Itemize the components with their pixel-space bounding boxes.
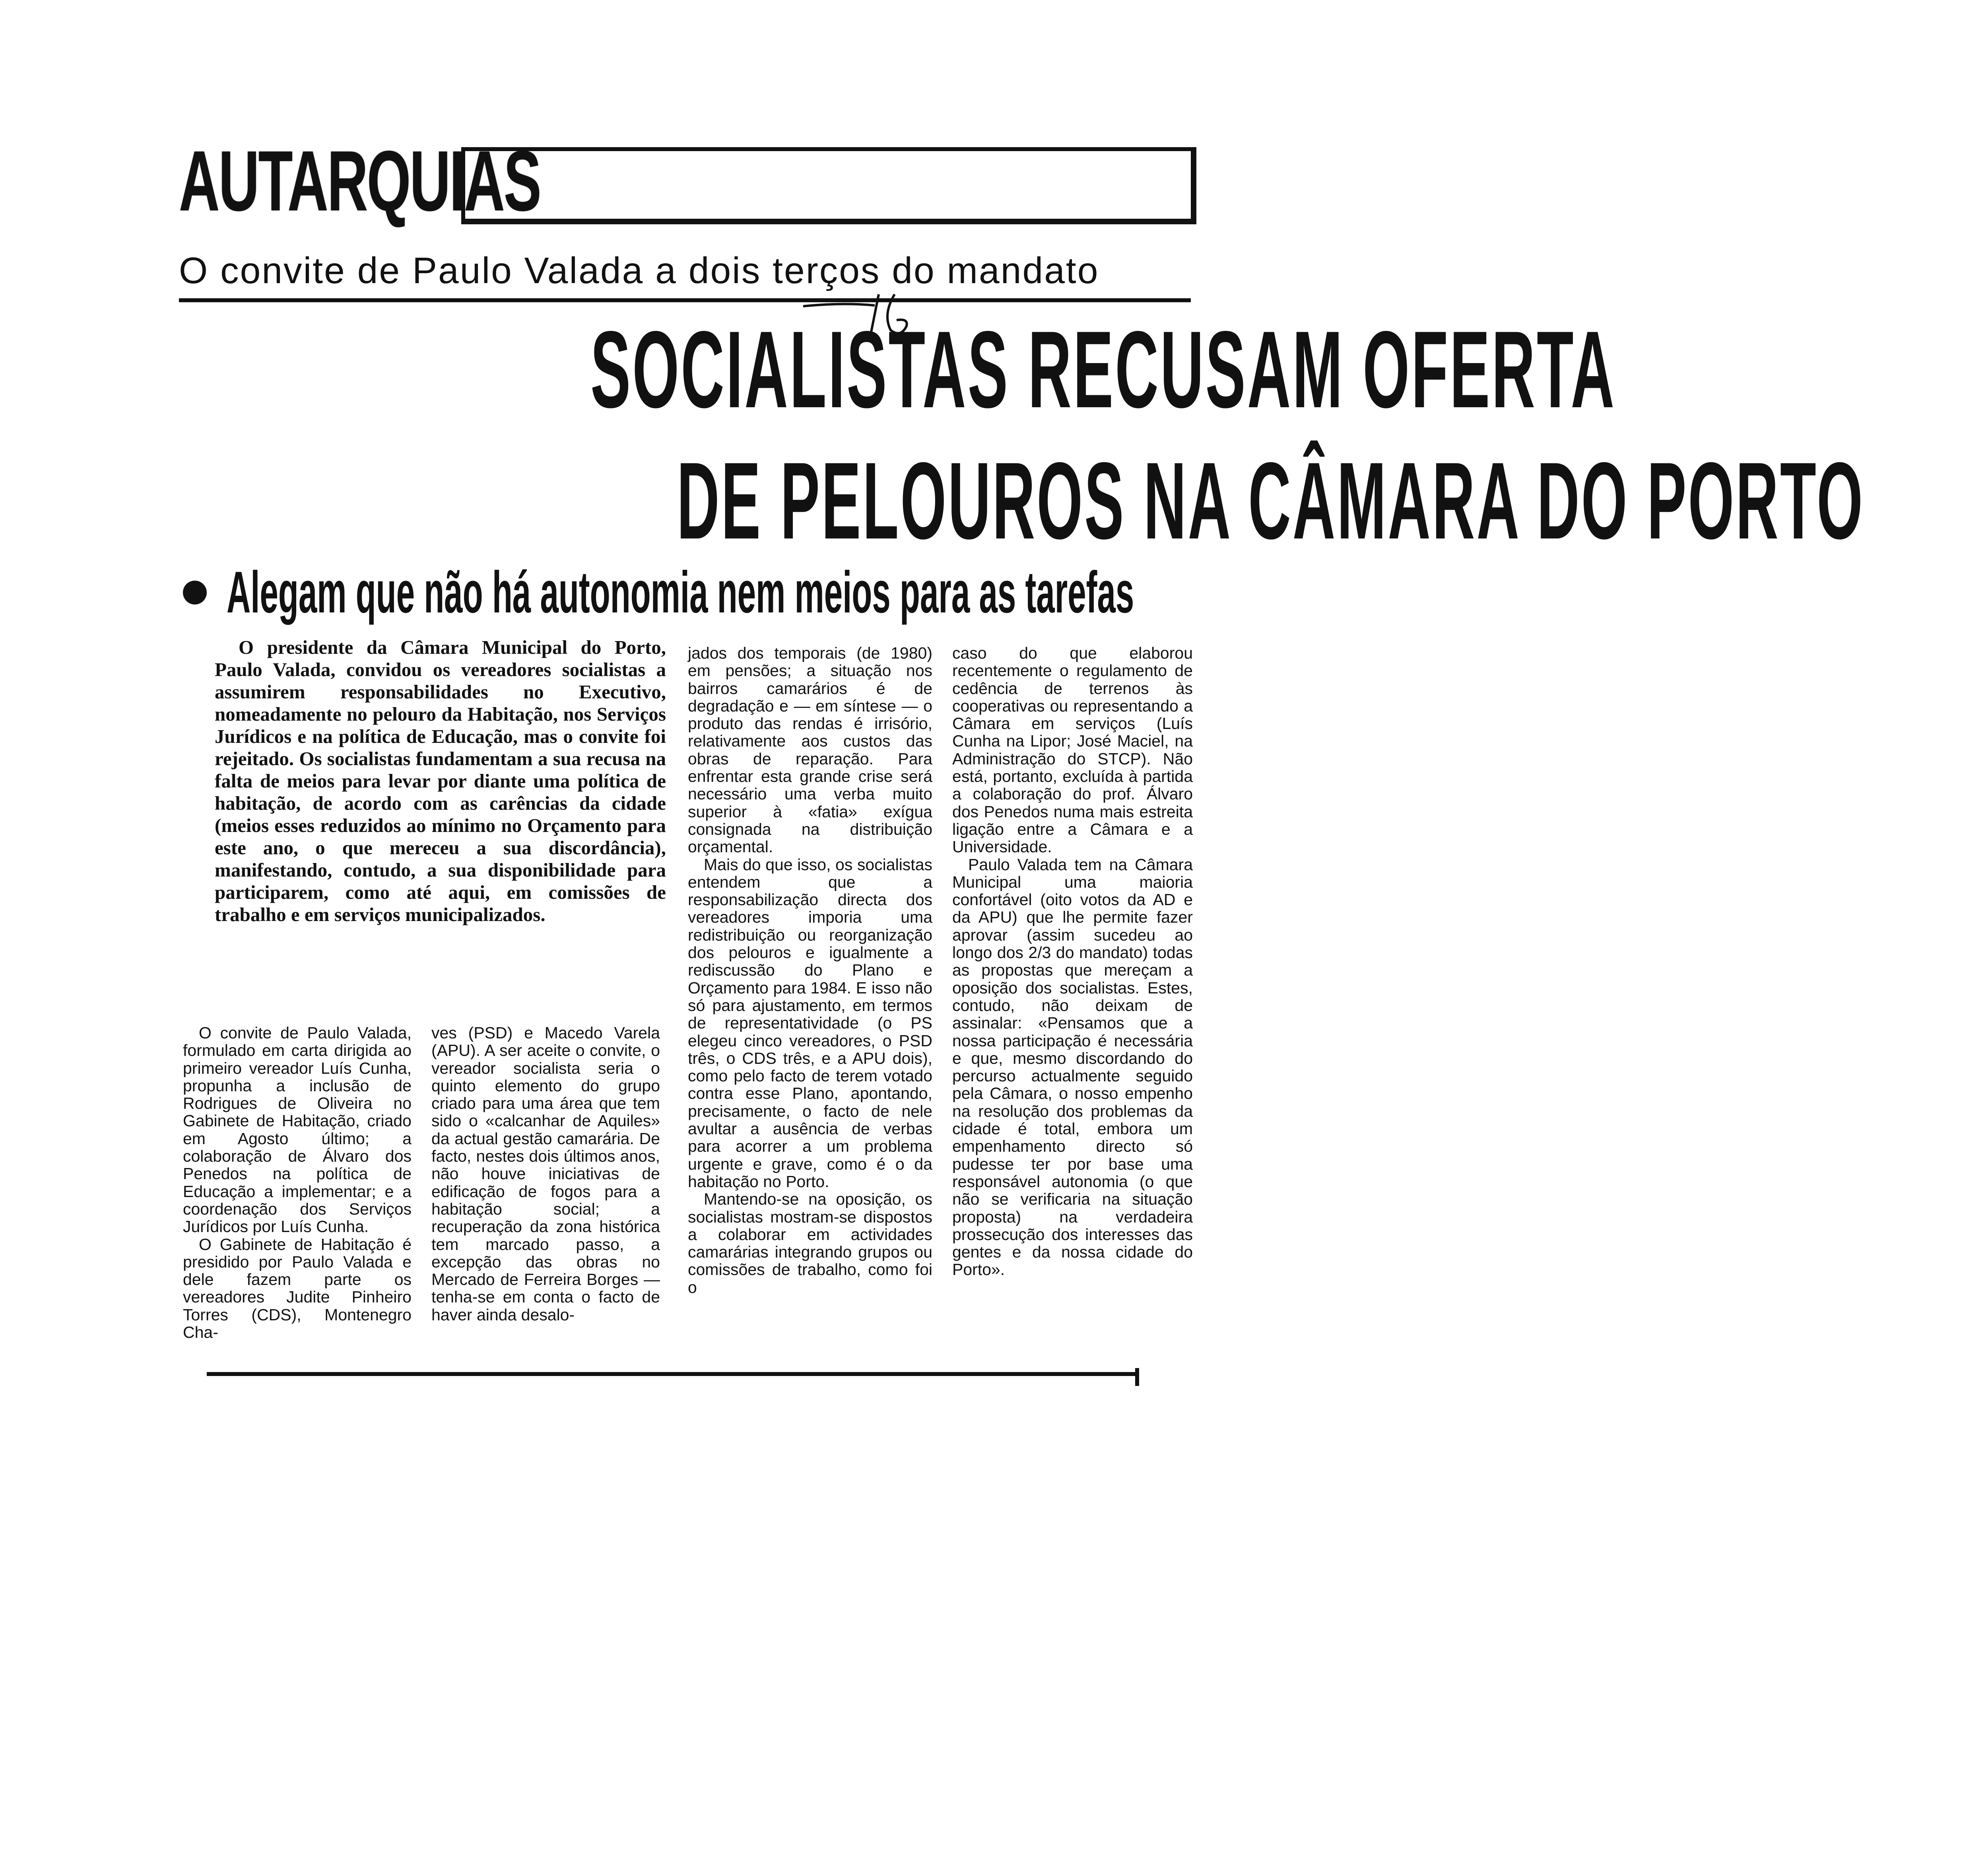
- kicker-line: O convite de Paulo Valada a dois terços do mandato: [179, 250, 1099, 291]
- subheadline-text: Alegam que não há autonomia nem meios para as tarefas: [227, 560, 1134, 625]
- section-label: AUTARQUIAS: [179, 133, 541, 229]
- section-banner: [179, 135, 1193, 227]
- paragraph: O Gabinete de Habitação é presidido por Paulo Valada e dele fazem parte os vereadores Judite Pinheiro Torres (CDS), Montenegro Cha-: [183, 1235, 412, 1342]
- lead-paragraph: O presidente da Câmara Municipal do Porto, Paulo Valada, convidou os vereadores socialistas a assumirem responsabilidades no Executivo, nomeadamente no pelouro da Habitação, nos Serviços Jurídicos e na política de Educação, mas o convite foi rejeitado. Os socialistas fundamentam a sua recusa na falta de meios para levar por diante uma política de habitação, de acordo com as carências da cidade (meios esses reduzidos ao mínimo no Orçamento para este ano, o que mereceu a sua discordância), manifestando, contudo, a sua disponibilidade para participarem, como até aqui, em comissões de trabalho e em serviços municipalizados.: [215, 636, 666, 925]
- paragraph: ves (PSD) e Macedo Varela (APU). A ser aceite o convite, o vereador socialista seria o quinto elemento do grupo criado para uma área que tem sido o «calcanhar de Aquiles» da actual gestão camarária. De facto, nestes dois últimos anos, não houve iniciativas de edificação de fogos para a habitação social; a recuperação da zona histórica tem marcado passo, a excepção das obras no Mercado de Ferreira Borges — tenha-se em conta o facto de haver ainda desalo-: [431, 1024, 660, 1324]
- kicker-rule: [179, 298, 1191, 302]
- article-column-3: [688, 644, 932, 1296]
- headline-line-2: [171, 440, 1865, 562]
- bottom-rule: [207, 1372, 1137, 1376]
- paragraph: O convite de Paulo Valada, formulado em carta dirigida ao primeiro vereador Luís Cunha, propunha a inclusão de Rodrigues de Oliveira no Gabinete de Habitação, criado em Agosto último; a colaboração de Álvaro dos Penedos na política de Educação a implementar; e a coordenação dos Serviços Jurídicos por Luís Cunha.: [183, 1024, 412, 1236]
- paragraph: jados dos temporais (de 1980) em pensões; a situação nos bairros camarários é de degradação e — em síntese — o produto das rendas é irrisório, relativamente aos custos das obras de reparação. Para enfrentar esta grande crise será necessário uma verba muito superior à «fatia» exígua consignada na distribuição orçamental.: [688, 644, 932, 856]
- headline-line-1: [171, 309, 1616, 431]
- bullet-icon: [183, 581, 207, 604]
- headline-line-1-text: SOCIALISTAS RECUSAM OFERTA: [590, 309, 1616, 431]
- bottom-rule-end: [1135, 1368, 1139, 1386]
- paragraph: Mais do que isso, os socialistas entendem que a responsabilização directa dos vereadores imporia uma redistribuição ou reorganização dos pelouros e igualmente a rediscussão do Plano e Orçamento para 1984. E isso não só para ajustamento, em termos de representatividade (o PS elegeu cinco vereadores, o PSD três, o CDS três, e a APU dois), como pelo facto de terem votado contra esse Plano, apontando, precisamente, o facto de nele avultar a ausência de verbas para acorrer a um problema urgente e grave, como é o da habitação no Porto.: [688, 855, 932, 1191]
- paragraph: caso do que elaborou recentemente o regulamento de cedência de terrenos às cooperativas ou representando a Câmara em serviços (Luís Cunha na Lipor; José Maciel, na Administração do STCP). Não está, portanto, excluída à partida a colaboração do prof. Álvaro dos Penedos numa mais estreita ligação entre a Câmara e a Universidade.: [952, 644, 1193, 856]
- article-column-2: [431, 1024, 660, 1324]
- headline-line-2-text: DE PELOUROS NA CÂMARA DO PORTO: [677, 440, 1865, 562]
- paragraph: Paulo Valada tem na Câmara Municipal uma maioria confortável (oito votos da AD e da APU) que lhe permite fazer aprovar (assim sucedeu ao longo dos 2/3 do mandato) todas as propostas que mereçam a oposição dos socialistas. Estes, contudo, não deixam de assinalar: «Pensamos que a nossa participação é necessária e que, mesmo discordando do percurso actualmente seguido pela Câmara, o nosso empenho na resolução dos problemas da cidade é total, embora um empenhamento directo só pudesse ter por base uma responsável autonomia (o que não se verificaria na situação proposta) na verdadeira prossecução dos interesses das gentes e da nossa cidade do Porto».: [952, 855, 1193, 1279]
- subheadline: [175, 559, 1193, 626]
- article-column-4: [952, 644, 1193, 1279]
- section-banner-box: [461, 147, 1196, 224]
- paragraph: Mantendo-se na oposição, os socialistas mostram-se dispostos a colaborar em actividades camarárias integrando grupos ou comissões de trabalho, como foi o: [688, 1190, 932, 1296]
- article-column-1: [183, 1024, 412, 1341]
